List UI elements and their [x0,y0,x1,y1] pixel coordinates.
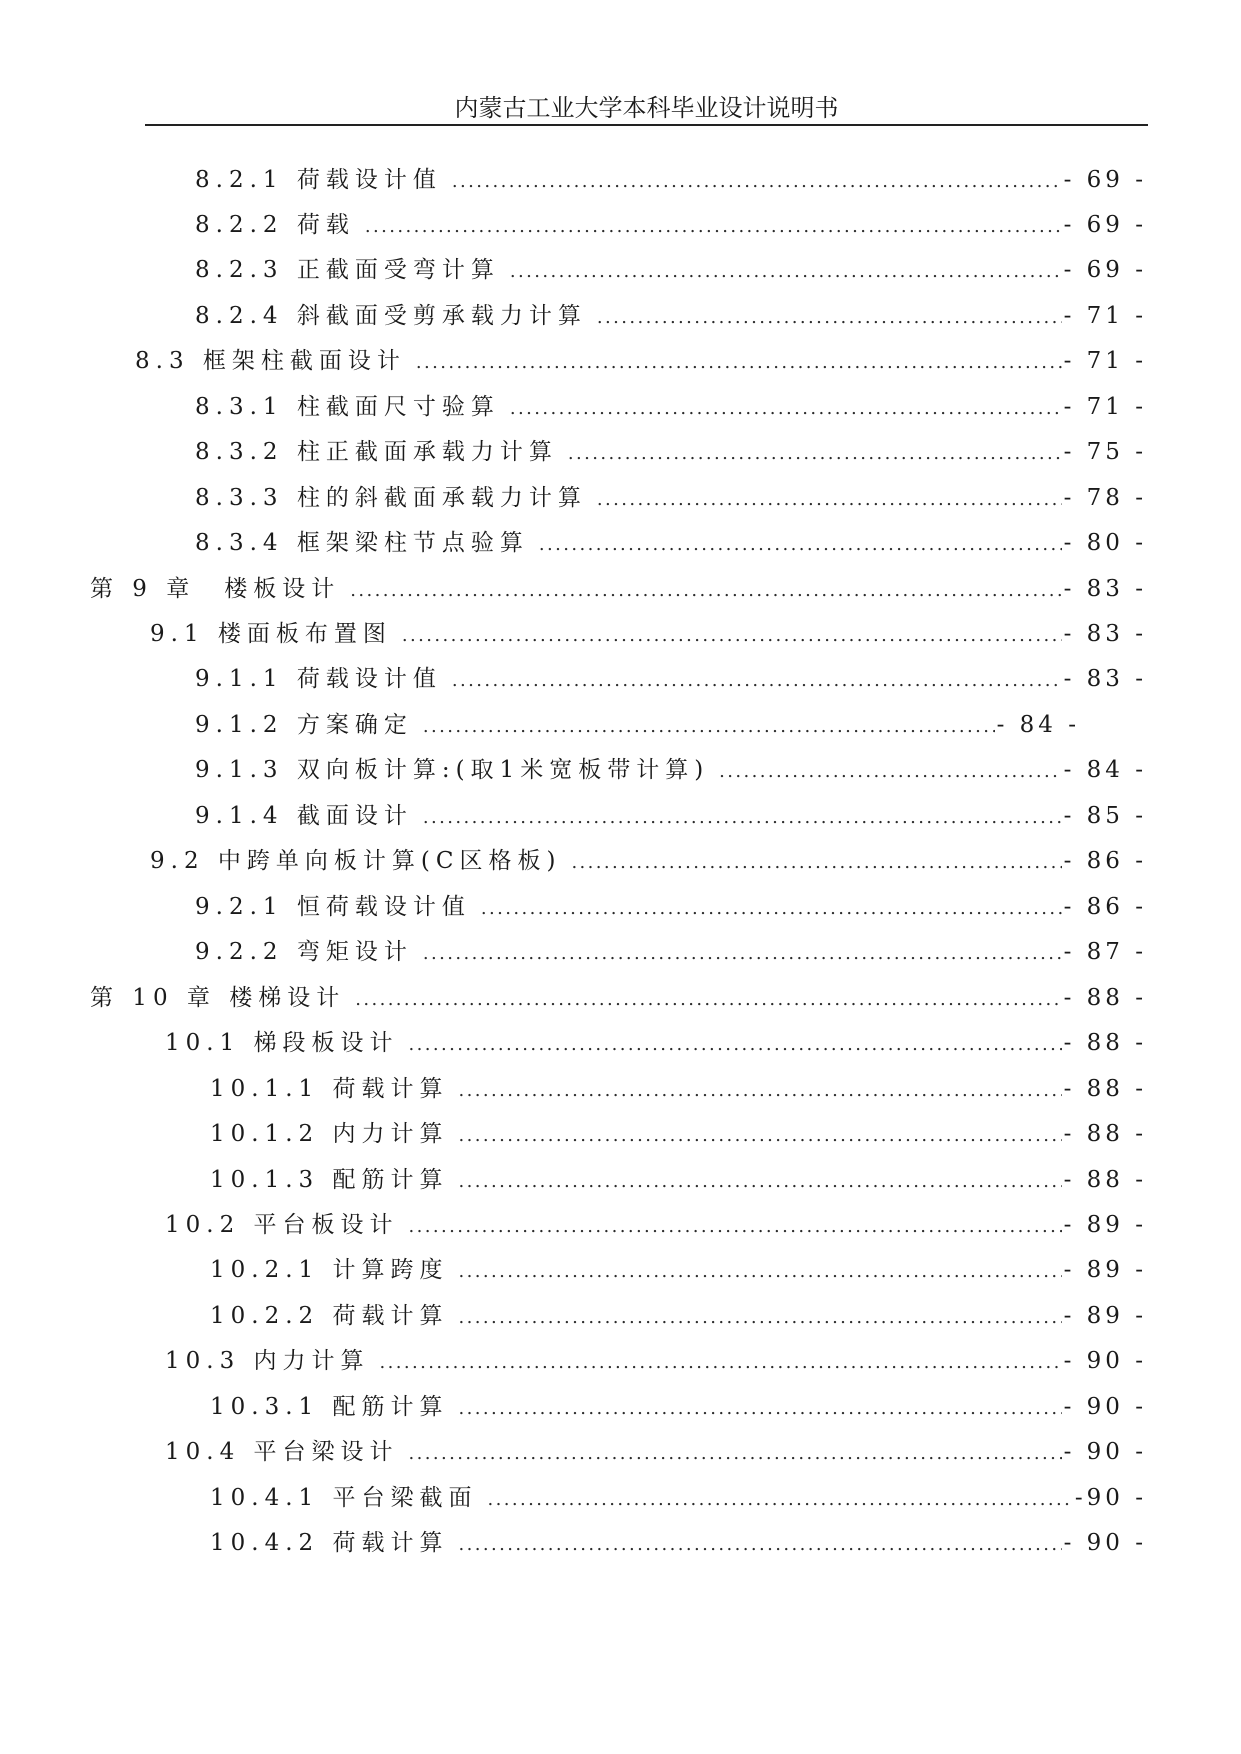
toc-entry[interactable] [195,523,1147,563]
toc-entry-page: - 90 - [1063,1348,1147,1374]
toc-dot-leader [597,296,1062,338]
toc-dot-leader [423,932,1062,974]
toc-dot-leader [458,1069,1061,1111]
toc-entry[interactable] [135,341,1147,381]
toc-entry[interactable] [90,978,1147,1018]
toc-dot-leader [409,1023,1062,1065]
toc-entry-title: 9.2 中跨单向板计算(C区格板) [150,848,562,874]
toc-entry-title: 8.3.4 框架梁柱节点验算 [195,530,529,556]
toc-entry-title: 10.1.3 配筋计算 [210,1167,449,1193]
toc-entry-title: 8.2.1 荷载设计值 [195,167,442,193]
toc-dot-leader [597,478,1062,520]
toc-dot-leader [423,796,1062,838]
toc-entry-title: 8.2.2 荷载 [195,212,355,238]
toc-dot-leader [350,569,1061,611]
page-header-title: 内蒙古工业大学本科毕业设计说明书 [454,94,839,122]
toc-entry[interactable] [210,1069,1147,1109]
toc-entry-page: - 87 - [1063,939,1147,965]
toc-entry[interactable] [195,205,1147,245]
toc-dot-leader [458,1250,1061,1292]
toc-entry-page: - 88 - [1063,1030,1147,1056]
toc-entry[interactable] [195,296,1147,336]
toc-entry-page: - 84 - [1063,757,1147,783]
toc-dot-leader [458,1296,1061,1338]
toc-entry[interactable] [165,1023,1147,1063]
toc-entry-title: 10.3.1 配筋计算 [210,1394,449,1420]
toc-entry[interactable] [210,1250,1147,1290]
toc-entry[interactable] [195,887,1147,927]
toc-entry-page: - 86 - [1063,848,1147,874]
toc-dot-leader [571,841,1061,883]
toc-dot-leader [416,341,1062,383]
toc-dot-leader [452,160,1062,202]
toc-dot-leader [458,1387,1061,1429]
toc-dot-leader [510,250,1062,292]
toc-dot-leader [409,1205,1062,1247]
toc-entry-title: 10.1 梯段板设计 [165,1030,399,1056]
toc-entry-page: - 90 - [1063,1394,1147,1420]
toc-entry[interactable] [210,1523,1147,1563]
toc-dot-leader [458,1523,1061,1565]
toc-entry-page: - 80 - [1063,530,1147,556]
toc-dot-leader [409,1432,1062,1474]
toc-entry-title: 9.2.2 弯矩设计 [195,939,413,965]
toc-entry-title: 10.2 平台板设计 [165,1212,399,1238]
toc-entry-title: 8.3 框架柱截面设计 [135,348,406,374]
toc-entry[interactable] [210,1114,1147,1154]
toc-entry[interactable] [195,250,1147,290]
toc-entry-page: - 71 - [1063,348,1147,374]
toc-entry-title: 9.1 楼面板布置图 [150,621,392,647]
toc-entry-title: 9.1.3 双向板计算:(取1米宽板带计算) [195,757,710,783]
toc-dot-leader [539,523,1062,565]
toc-dot-leader [510,387,1062,429]
toc-entry-title: 8.3.2 柱正截面承载力计算 [195,439,558,465]
toc-dot-leader [380,1341,1062,1383]
toc-entry[interactable] [90,569,1147,609]
toc-entry-title: 8.2.4 斜截面受剪承载力计算 [195,303,587,329]
toc-entry[interactable] [195,160,1147,200]
toc-entry-title: 9.2.1 恒荷载设计值 [195,894,471,920]
toc-entry[interactable] [210,1478,1147,1518]
toc-entry-title: 10.1.1 荷载计算 [210,1076,449,1102]
toc-entry[interactable] [165,1432,1147,1472]
toc-dot-leader [568,432,1062,474]
toc-entry-page: - 88 - [1063,1167,1147,1193]
toc-entry-page: - 89 - [1063,1257,1147,1283]
toc-dot-leader [458,1160,1061,1202]
toc-entry-title: 第 9 章 楼板设计 [90,576,341,602]
toc-entry-page: - 88 - [1063,1121,1147,1147]
toc-entry[interactable] [195,705,1080,745]
toc-entry-title: 10.2.2 荷载计算 [210,1303,449,1329]
toc-entry-title: 第 10 章 楼梯设计 [90,985,346,1011]
toc-entry-page: - 85 - [1063,803,1147,829]
toc-dot-leader [452,659,1062,701]
toc-entry-page: -90 - [1074,1485,1147,1511]
toc-dot-leader [402,614,1062,656]
toc-entry-title: 9.1.1 荷载设计值 [195,666,442,692]
toc-entry-title: 9.1.2 方案确定 [195,712,413,738]
toc-entry-page: - 88 - [1063,985,1147,1011]
toc-entry-page: - 88 - [1063,1076,1147,1102]
toc-entry[interactable] [195,750,1147,790]
toc-dot-leader [423,705,995,747]
toc-dot-leader [487,1478,1072,1520]
toc-entry-title: 10.4.1 平台梁截面 [210,1485,478,1511]
toc-entry-page: - 84 - [996,712,1080,738]
toc-entry[interactable] [210,1160,1147,1200]
toc-dot-leader [355,978,1061,1020]
toc-entry[interactable] [195,387,1147,427]
toc-entry-page: - 78 - [1063,485,1147,511]
toc-entry[interactable] [165,1205,1147,1245]
toc-dot-leader [365,205,1062,247]
toc-entry-title: 9.1.4 截面设计 [195,803,413,829]
toc-entry[interactable] [210,1296,1147,1336]
toc-entry-title: 8.3.3 柱的斜截面承载力计算 [195,485,587,511]
toc-entry-title: 8.3.1 柱截面尺寸验算 [195,394,500,420]
toc-entry-page: - 90 - [1063,1439,1147,1465]
toc-entry-page: - 69 - [1063,257,1147,283]
toc-entry[interactable] [150,614,1147,654]
toc-dot-leader [719,750,1061,792]
toc-dot-leader [458,1114,1061,1156]
toc-entry[interactable] [210,1387,1147,1427]
toc-entry-title: 10.1.2 内力计算 [210,1121,449,1147]
toc-entry[interactable] [195,796,1147,836]
toc-entry-page: - 83 - [1063,666,1147,692]
toc-entry[interactable] [195,478,1147,518]
toc-entry-page: - 69 - [1063,167,1147,193]
toc-entry-page: - 83 - [1063,576,1147,602]
toc-entry-page: - 75 - [1063,439,1147,465]
toc-entry-title: 10.2.1 计算跨度 [210,1257,449,1283]
toc-entry[interactable] [165,1341,1147,1381]
toc-entry-title: 8.2.3 正截面受弯计算 [195,257,500,283]
toc-entry[interactable] [150,841,1147,881]
toc-entry-page: - 71 - [1063,394,1147,420]
toc-entry-page: - 86 - [1063,894,1147,920]
toc-entry-page: - 83 - [1063,621,1147,647]
toc-entry[interactable] [195,932,1147,972]
toc-entry-page: - 69 - [1063,212,1147,238]
toc-entry-title: 10.4 平台梁设计 [165,1439,399,1465]
toc-entry-title: 10.3 内力计算 [165,1348,370,1374]
toc-entry[interactable] [195,659,1147,699]
toc-dot-leader [481,887,1062,929]
toc-entry-title: 10.4.2 荷载计算 [210,1530,449,1556]
toc-entry[interactable] [195,432,1147,472]
toc-entry-page: - 71 - [1063,303,1147,329]
toc-entry-page: - 89 - [1063,1212,1147,1238]
toc-entry-page: - 89 - [1063,1303,1147,1329]
toc-entry-page: - 90 - [1063,1530,1147,1556]
